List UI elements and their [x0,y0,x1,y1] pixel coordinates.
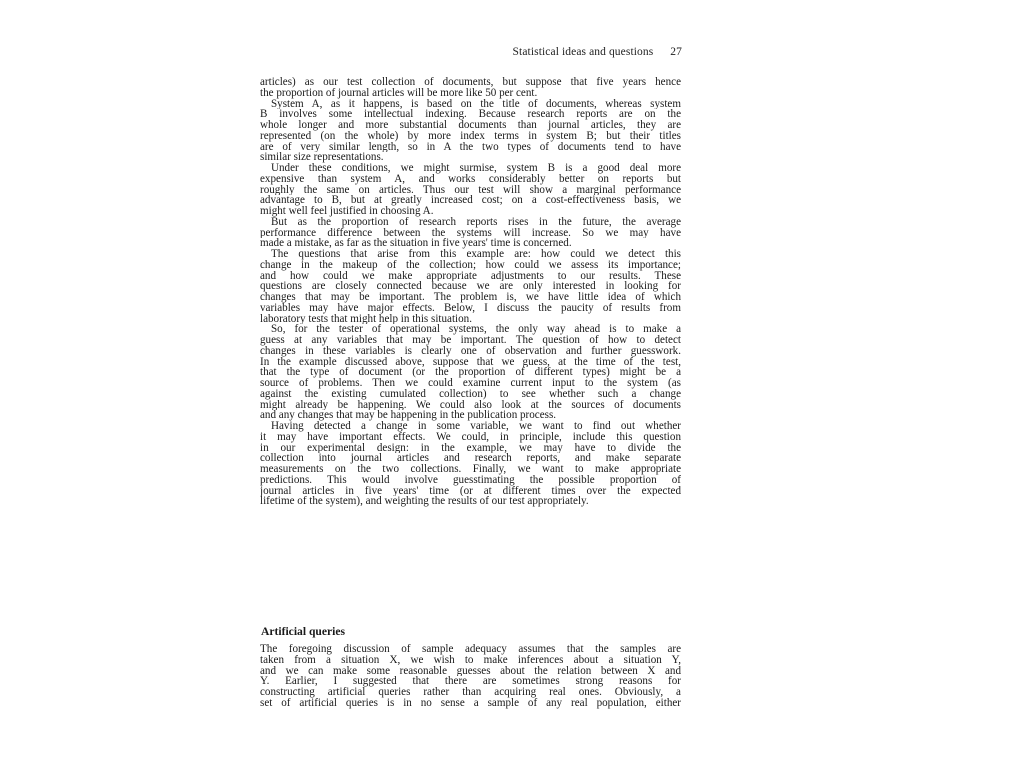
text-line: against the existing cumulated collection) to see whether such a change [260,388,681,400]
text-line: The foregoing discussion of sample adequacy assumes that the samples are [260,644,681,655]
text-line: B involves some intellectual indexing. Because research reports are on the [260,109,681,120]
page-number: 27 [670,46,682,58]
text-line: it may have important effects. We could, in principle, include this question [260,431,681,443]
text-line: whole longer and more substantial documents than journal articles, they are [260,120,681,131]
text-line: So, for the tester of operational systems, the only way ahead is to make a [271,324,681,335]
text-line: similar size representations. [260,152,384,163]
text-line: In the example discussed above, suppose that we guess, at the time of the test, [260,356,681,368]
text-line: change in the makeup of the collection; how could we assess its importance; [260,259,681,271]
text-line: set of artificial queries is in no sense a sample of any real population, either [260,697,681,709]
text-line: laboratory tests that might help in this situation. [260,313,472,325]
text-line: changes in these variables is clearly one of observation and further guesswork. [260,345,681,357]
text-line: The questions that arise from this example are: how could we detect this [271,249,681,260]
text-line: expensive than system A, and works considerably better on reports but [260,173,681,185]
text-line: variables may have major effects. Below, I discuss the paucity of results from [260,302,681,314]
running-head [513,46,682,58]
text-line: But as the proportion of research reports rises in the future, the average [271,216,681,228]
text-line: that the type of document (or the proportion of different types) might be a [260,367,681,378]
text-line: lifetime of the system), and weighting the results of our test appropriately. [260,496,589,507]
text-line: and any changes that may be happening in the publication process. [260,410,557,421]
text-line: Under these conditions, we might surmise, system B is a good deal more [271,163,681,174]
text-line: are of very similar length, so in A the two types of documents tend to have [260,141,681,153]
text-line: changes that may be important. The problem is, we have little idea of which [260,292,681,303]
text-line: source of problems. Then we could examine current input to the system (as [260,378,681,389]
text-line: made a mistake, as far as the situation in five years' time is concerned. [260,238,572,249]
text-line: roughly the same on articles. Thus our test will show a marginal performance [260,184,681,196]
text-line: might well feel justified in choosing A. [260,206,434,217]
body-text [260,77,681,507]
text-line: the proportion of journal articles will be more like 50 per cent. [260,87,538,99]
text-line: guess at any variables that may be important. The question of how to detect [260,335,681,346]
text-line: predictions. This would involve guesstimating the possible proportion of [260,474,681,486]
text-line: and we can make some reasonable guesses about the relation between X and [260,665,681,677]
text-line: taken from a situation X, we wish to make inferences about a situation Y, [260,654,681,666]
text-line: performance difference between the systems will increase. So we may have [260,227,681,239]
text-line: articles) as our test collection of documents, but suppose that five years hence [260,77,681,88]
text-line: Y. Earlier, I suggested that there are sometimes strong reasons for [260,676,681,688]
text-line: measurements on the two collections. Finally, we want to make appropriate [260,464,681,475]
section-text [260,644,681,709]
text-line: and how could we make appropriate adjustments to our results. These [260,270,681,282]
text-line: questions are closely connected because we are only interested in looking for [260,281,681,292]
text-line: might already be happening. We could also look at the sources of documents [260,399,681,411]
text-line: in our experimental design: in the example, we may have to divide the [260,442,681,454]
text-line: journal articles in five years' time (or at different times over the expected [260,485,681,497]
text-line: represented (on the whole) by more index terms in system B; but their titles [260,130,681,142]
text-line: System A, as it happens, is based on the title of documents, whereas system [271,98,681,110]
running-head-title: Statistical ideas and questions [512,46,654,58]
text-line: constructing artificial queries rather than acquiring real ones. Obviously, a [260,687,681,698]
book-page [258,38,682,758]
text-line: advantage to B, but at greatly increased cost; on a cost-effectiveness basis, we [260,195,681,206]
text-line: Having detected a change in some variable, we want to find out whether [271,421,681,432]
text-line: collection into journal articles and research reports, and make separate [260,453,681,464]
section-heading: Artificial queries [261,625,346,638]
